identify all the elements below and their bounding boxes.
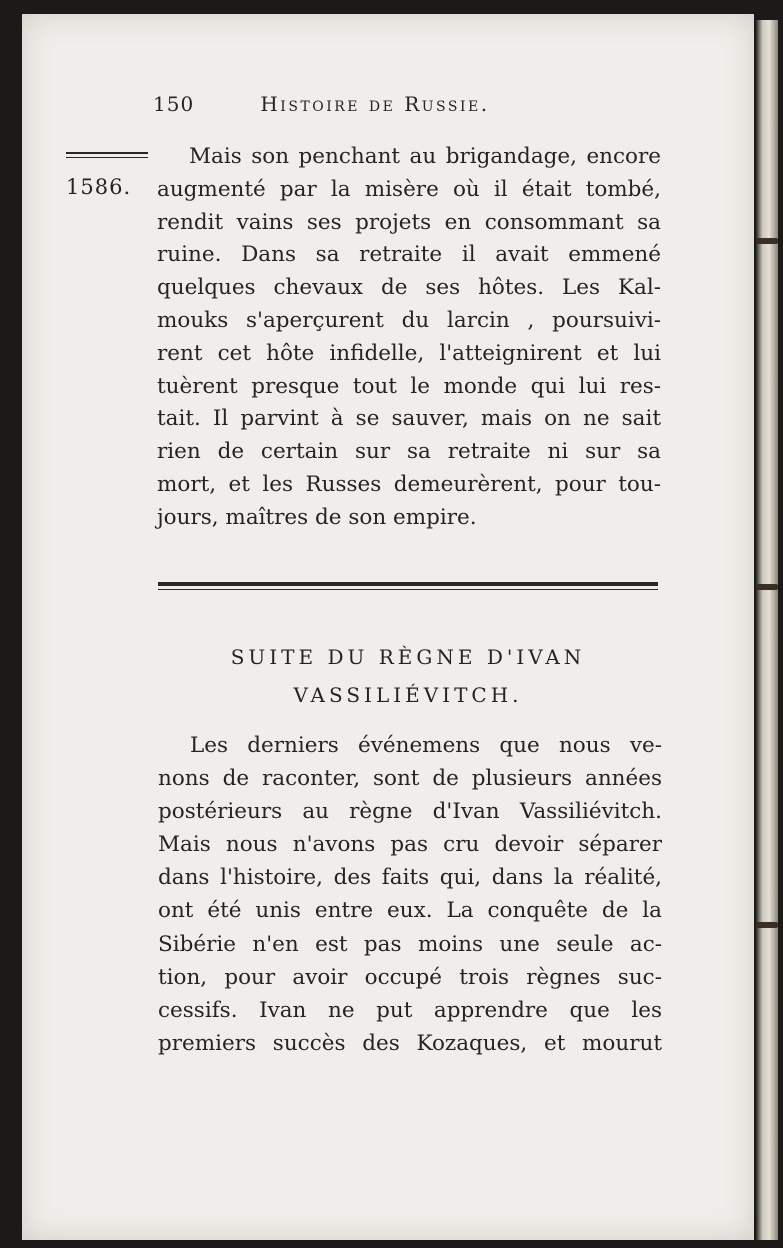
text-line: Sibérie n'en est pas moins une seule ac- bbox=[158, 931, 662, 957]
section-title bbox=[158, 638, 658, 714]
text-line: ruine. Dans sa retraite il avait emmené bbox=[157, 242, 661, 268]
running-title: Histoire de Russie. bbox=[260, 92, 490, 116]
section-divider bbox=[158, 582, 658, 590]
text-line: Les derniers événemens que nous ve- bbox=[190, 733, 662, 758]
text-line: postérieurs au règne d'Ivan Vassiliévitch. bbox=[158, 799, 662, 825]
text-line: dans l'histoire, des faits qui, dans la réalité, bbox=[158, 865, 662, 891]
page-header bbox=[153, 92, 663, 116]
text-line: Mais nous n'avons pas cru devoir séparer bbox=[158, 832, 662, 858]
text-line: rendit vains ses projets en consommant sa bbox=[157, 209, 661, 235]
text-line: mort, et les Russes demeurèrent, pour tou- bbox=[157, 471, 661, 497]
text-line: tion, pour avoir occupé trois règnes suc- bbox=[158, 964, 662, 990]
text-line: rien de certain sur sa retraite ni sur sa bbox=[157, 439, 661, 465]
section-title-line-2: VASSILIÉVITCH. bbox=[293, 683, 523, 707]
text-line: quelques chevaux de ses hôtes. Les Kal- bbox=[157, 275, 661, 301]
text-line: augmenté par la misère où il était tombé, bbox=[157, 176, 661, 202]
text-line: ont été unis entre eux. La conquête de la bbox=[158, 898, 662, 924]
section-title-line-1: SUITE DU RÈGNE D'IVAN bbox=[230, 645, 586, 669]
margin-year: 1586. bbox=[66, 175, 132, 199]
text-line: nons de raconter, sont de plusieurs années bbox=[158, 766, 662, 792]
text-line: rent cet hôte infidelle, l'atteignirent et lui bbox=[157, 340, 661, 366]
text-line: jours, maîtres de son empire. bbox=[157, 504, 477, 530]
page-number: 150 bbox=[153, 92, 195, 116]
text-line: tait. Il parvint à se sauver, mais on ne sait bbox=[157, 406, 661, 432]
text-line: premiers succès des Kozaques, et mourut bbox=[158, 1030, 662, 1056]
paragraph-2 bbox=[158, 729, 662, 1060]
text-line: mouks s'aperçurent du larcin , poursuivi- bbox=[157, 307, 661, 333]
text-line: Mais son penchant au brigandage, encore bbox=[189, 144, 661, 169]
margin-rule bbox=[66, 152, 148, 158]
text-line: cessifs. Ivan ne put apprendre que les bbox=[158, 997, 662, 1023]
page-edge bbox=[756, 20, 778, 1240]
text-line: tuèrent presque tout le monde qui lui res- bbox=[157, 373, 661, 399]
paragraph-1 bbox=[157, 141, 661, 535]
